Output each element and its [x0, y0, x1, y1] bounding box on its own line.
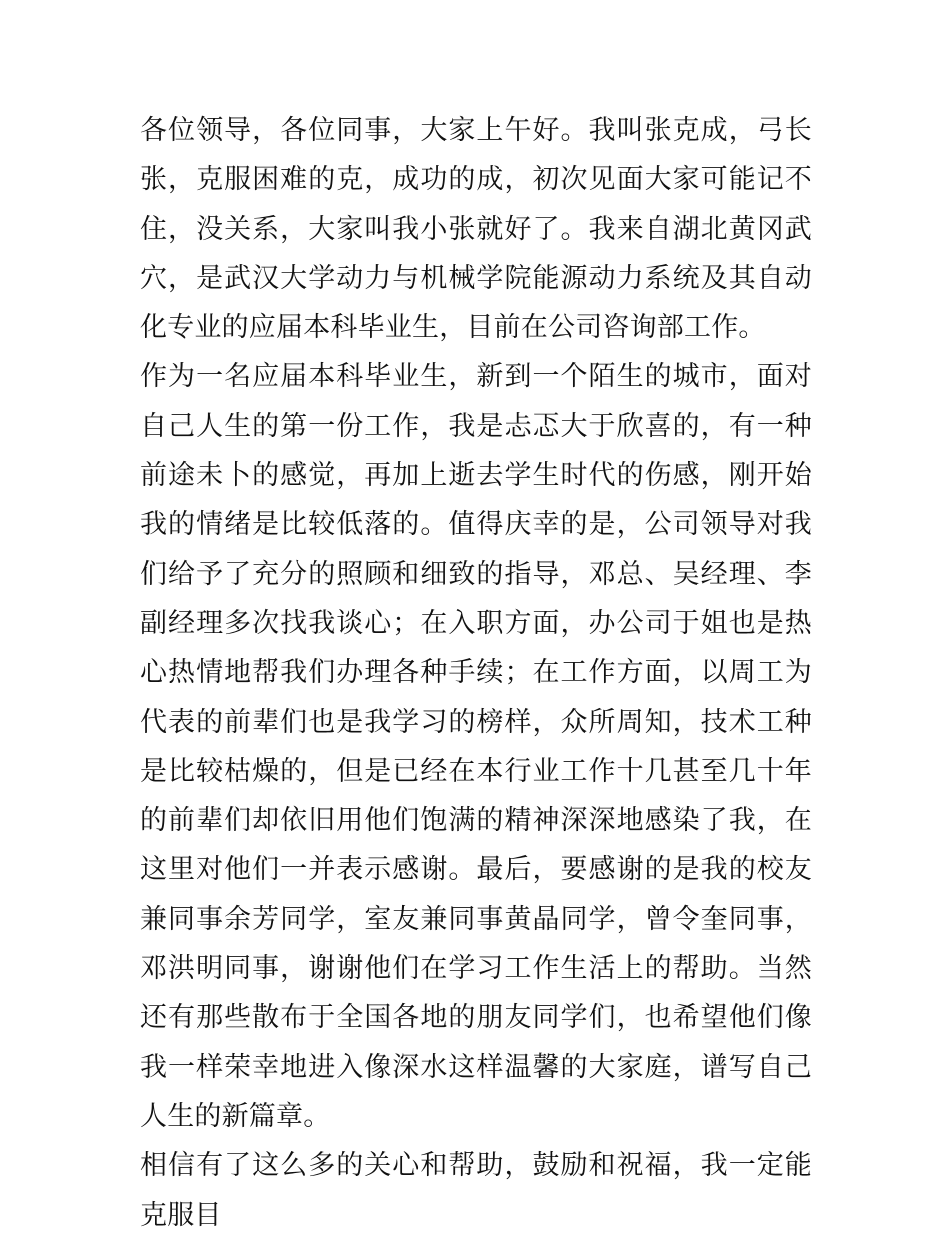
paragraph-self-introduction: 各位领导，各位同事，大家上午好。我叫张克成，弓长张，克服困难的克，成功的成，初次见面大家可能记不住，没关系，大家叫我小张就好了。我来自湖北黄冈武穴，是武汉大学动力与机械学院能源动力系统及其自动化专业的应届本科毕业生，目前在公司咨询部工作。: [140, 115, 812, 344]
document-body: [140, 106, 812, 1240]
paragraph-confidence: 相信有了这么多的关心和帮助，鼓励和祝福，我一定能克服目: [140, 1150, 812, 1231]
paragraph-gratitude: 作为一名应届本科毕业生，新到一个陌生的城市，面对自己人生的第一份工作，我是忐忑大于欣喜的，有一种前途未卜的感觉，再加上逝去学生时代的伤感，刚开始我的情绪是比较低落的。值得庆幸的是，公司领导对我们给予了充分的照顾和细致的指导，邓总、吴经理、李副经理多次找我谈心；在入职方面，办公司于姐也是热心热情地帮我们办理各种手续；在工作方面，以周工为代表的前辈们也是我学习的榜样，众所周知，技术工种是比较枯燥的，但是已经在本行业工作十几甚至几十年的前辈们却依旧用他们饱满的精神深深地感染了我，在这里对他们一并表示感谢。最后，要感谢的是我的校友兼同事余芳同学，室友兼同事黄晶同学，曾令奎同事，邓洪明同事，谢谢他们在学习工作生活上的帮助。当然还有那些散布于全国各地的朋友同学们，也希望他们像我一样荣幸地进入像深水这样温馨的大家庭，谱写自己人生的新篇章。: [140, 361, 812, 1132]
